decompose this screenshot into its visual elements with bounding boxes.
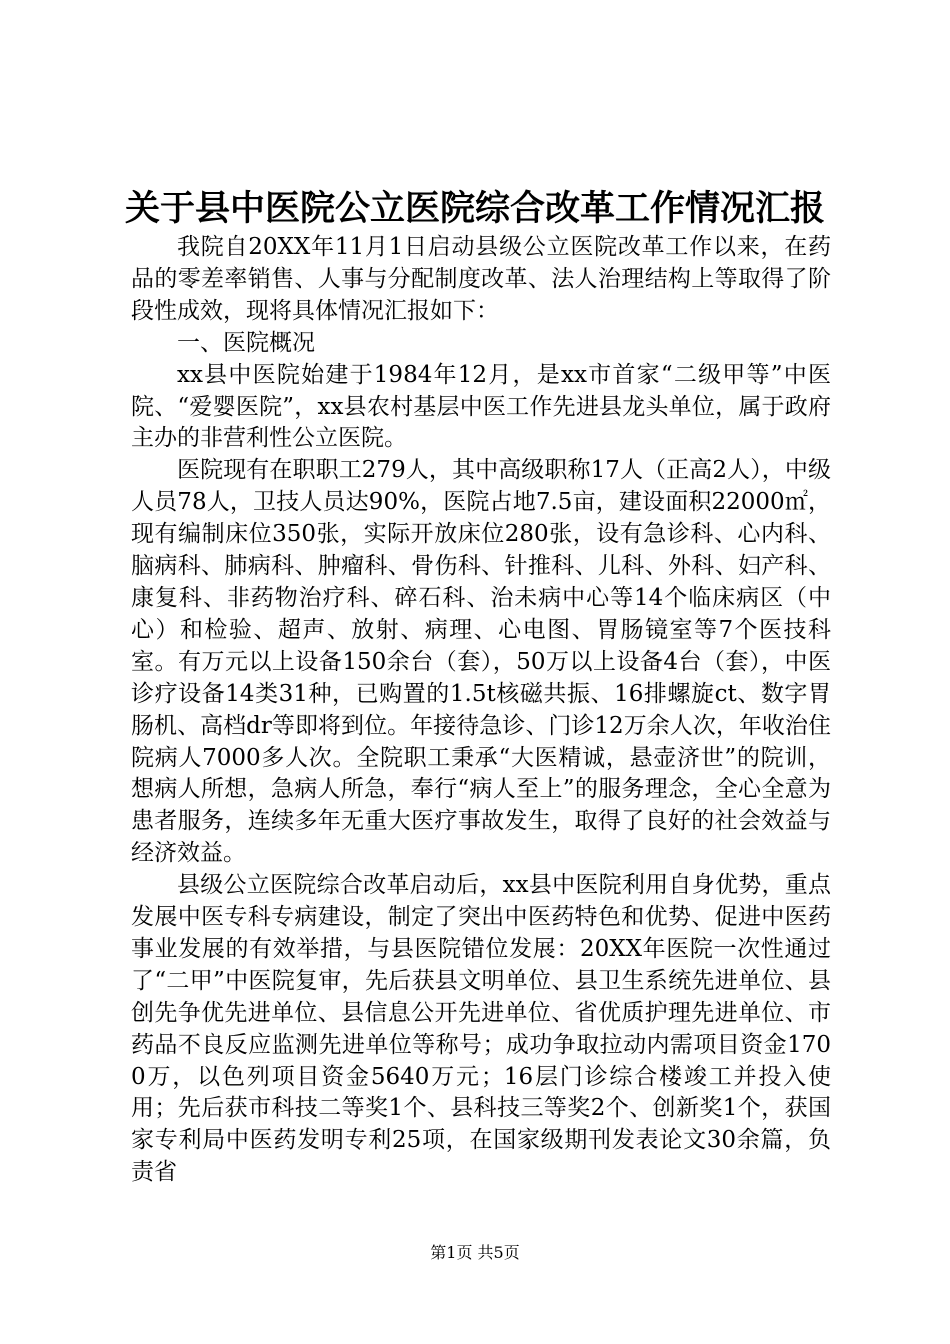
section-heading-overview: 一、医院概况 (177, 329, 315, 356)
paragraph-intro: 我院自20XX年11月1日启动县级公立医院改革工作以来，在药品的零差率销售、人事与分配制度改革、法人治理结构上等取得了阶段性成效，现将具体情况汇报如下： (131, 234, 831, 324)
document-body (131, 232, 831, 1189)
paragraph-history: xx县中医院始建于1984年12月，是xx市首家“二级甲等”中医院、“爱婴医院”，xx县农村基层中医工作先进县龙头单位，属于政府主办的非营利性公立医院。 (131, 361, 831, 452)
page-footer: 第1页 共5页 (430, 1243, 520, 1262)
paragraph-staff-facilities: 医院现有在职职工279人，其中高级职称17人（正高2人），中级人员78人，卫技人员达90%，医院占地7.5亩，建设面积22000㎡，现有编制床位350张，实际开放床位280张，设有急诊科、心内科、脑病科、肺病科、肿瘤科、骨伤科、针推科、儿科、外科、妇产科、康复科、非药物治疗科、碎石科、治未病中心等14个临床病区（中心）和检验、超声、放射、病理、心电图、胃肠镜室等7个医技科室。有万元以上设备150余台（套），50万以上设备4台（套），中医诊疗设备14类31种，已购置的1.5t核磁共振、16排螺旋ct、数字胃肠机、高档dr等即将到位。年接待急诊、门诊12万余人次，年收治住院病人7000多人次。全院职工秉承“大医精诚，悬壶济世”的院训，想病人所想，急病人所急，奉行“病人至上”的服务理念，全心全意为患者服务，连续多年无重大医疗事故发生，取得了良好的社会效益与经济效益。 (131, 457, 831, 867)
document-title: 关于县中医院公立医院综合改革工作情况汇报 (124, 188, 825, 229)
paragraph-reform-results: 县级公立医院综合改革启动后，xx县中医院利用自身优势，重点发展中医专科专病建设，制定了突出中医药特色和优势、促进中医药事业发展的有效举措，与县医院错位发展：20XX年医院一次性通过了“二甲”中医院复审，先后获县文明单位、县卫生系统先进单位、县创先争优先进单位、县信息公开先进单位、省优质护理先进单位、市药品不良反应监测先进单位等称号；成功争取拉动内需项目资金1700万，以色列项目资金5640万元；16层门诊综合楼竣工并投入使用；先后获市科技二等奖1个、县科技三等奖2个、创新奖1个，获国家专利局中医药发明专利25项，在国家级期刊发表论文30余篇，负责省 (131, 872, 831, 1186)
